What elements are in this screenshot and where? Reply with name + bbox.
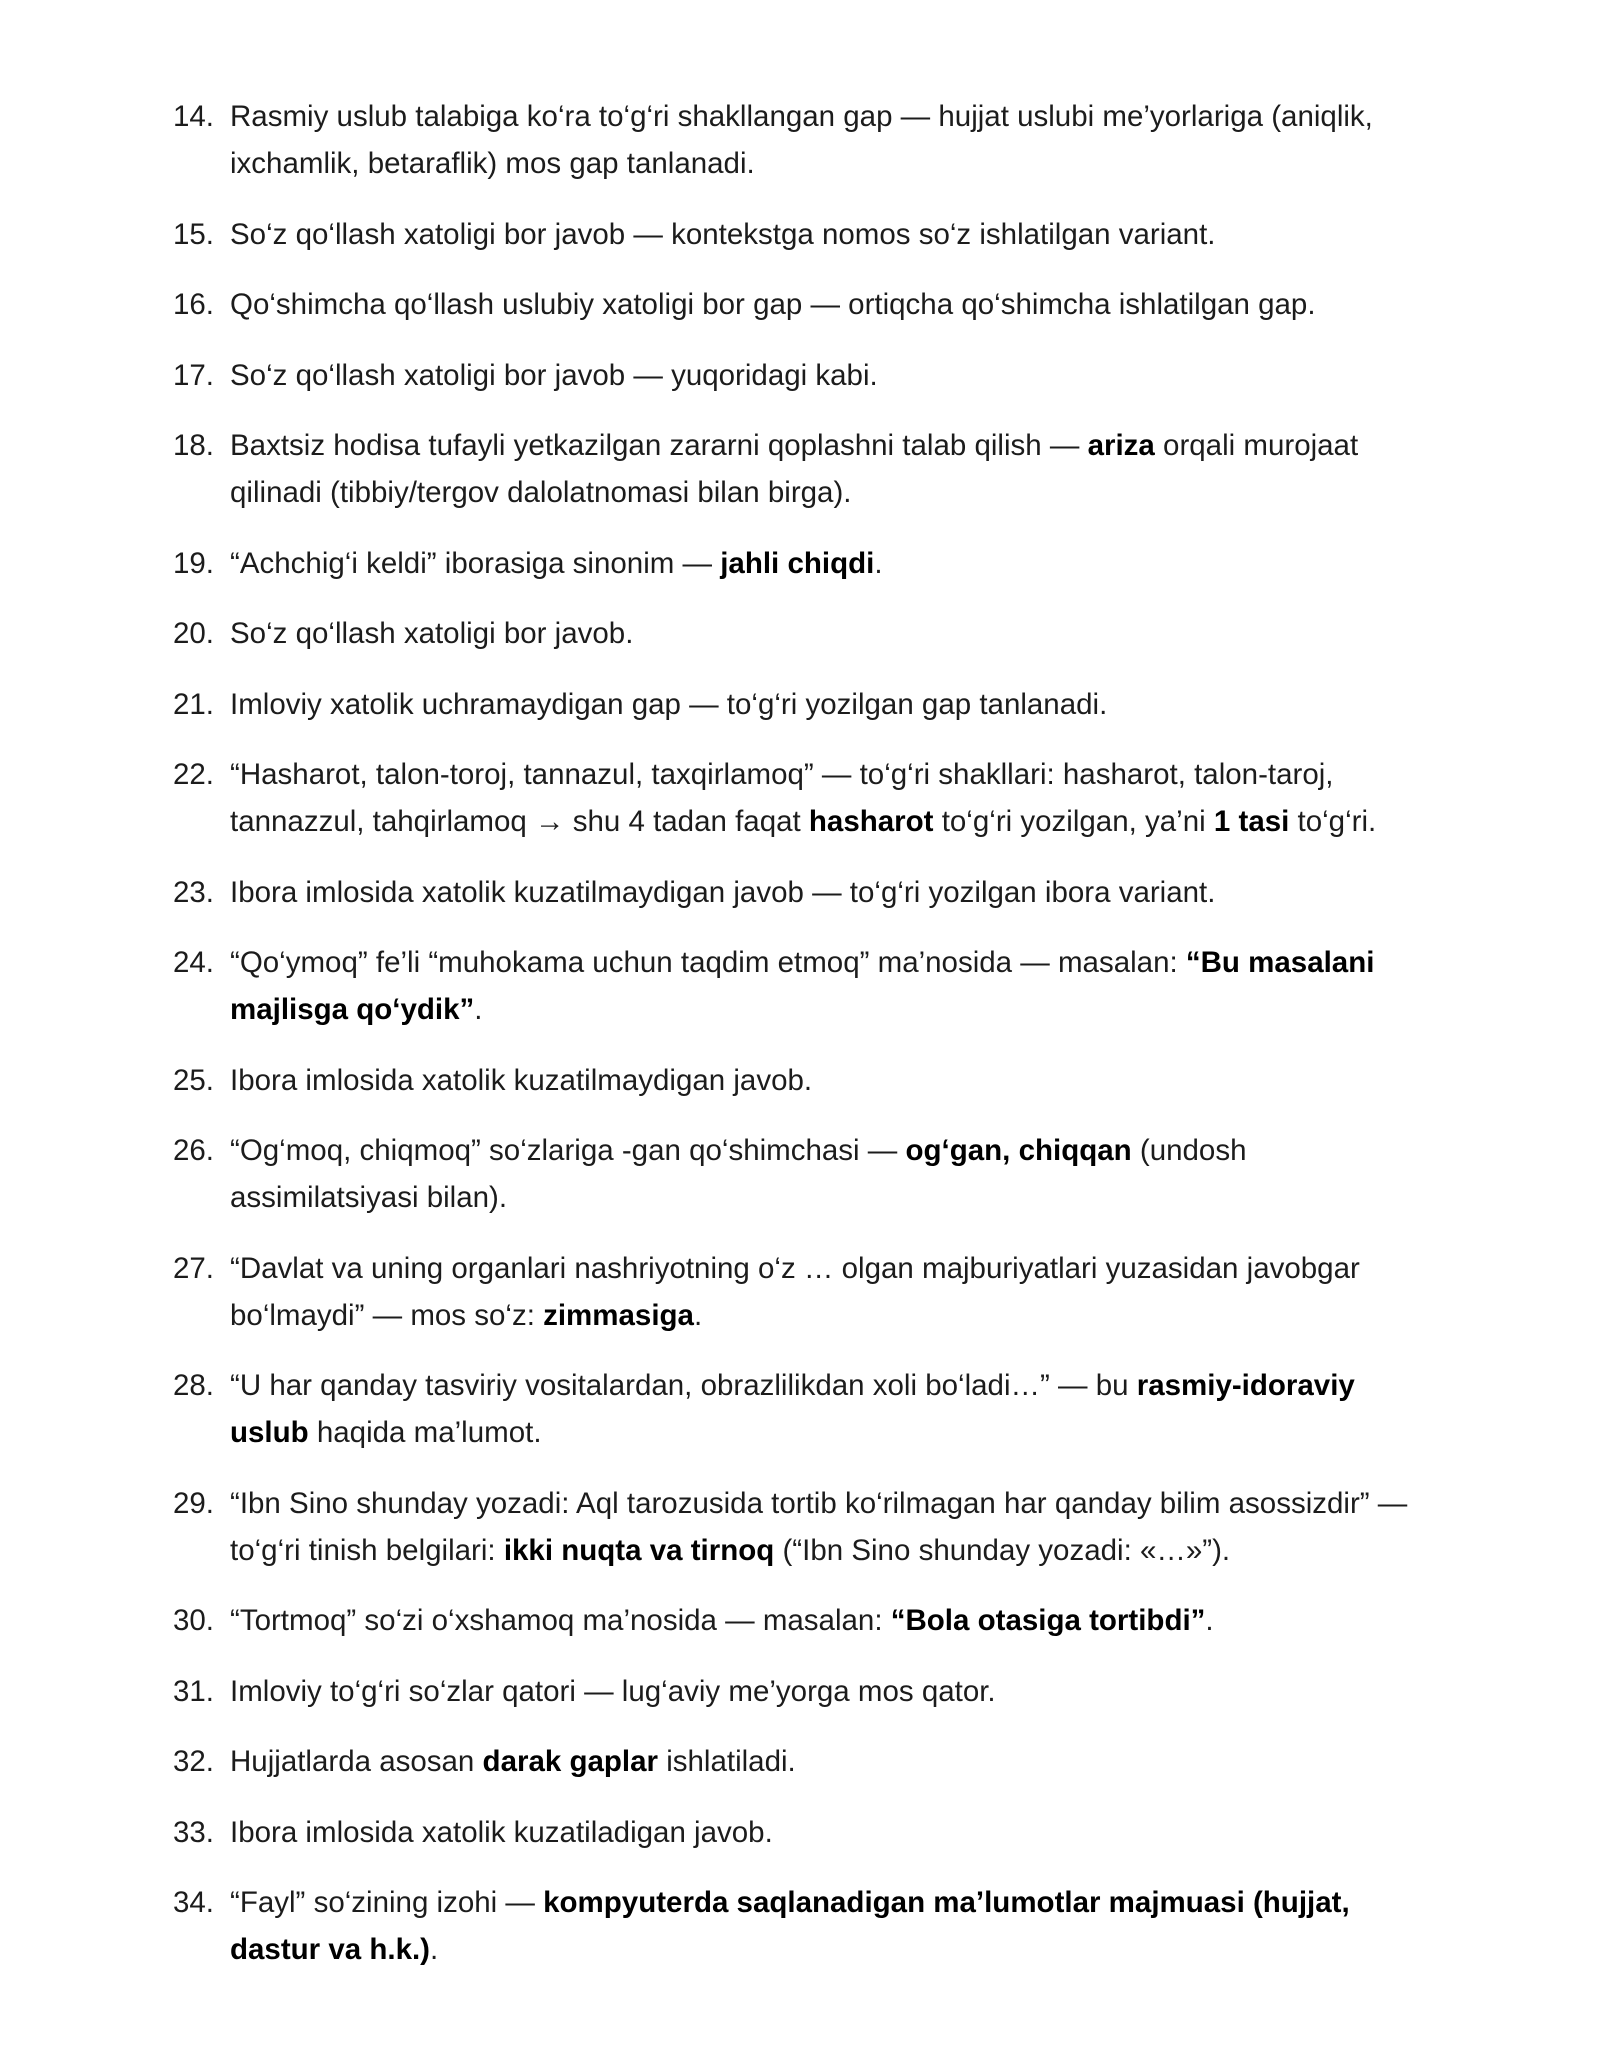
- bold-answer-text: rasmiy-idoraviy uslub: [230, 1369, 1355, 1449]
- item-text-segment: Imloviy to‘g‘ri so‘zlar qatori — lug‘aviy me’yorga mos qator.: [230, 1674, 996, 1708]
- list-item: [0, 1809, 1600, 1856]
- list-item: [0, 939, 1600, 1033]
- item-text-segment: “Achchig‘i keldi” iborasiga sinonim —: [230, 546, 721, 580]
- item-number: 33.: [172, 1815, 214, 1849]
- item-text: [230, 1604, 1214, 1637]
- item-number: 21.: [172, 687, 214, 721]
- list-item: [0, 281, 1600, 328]
- item-text-segment: “U har qanday tasviriy vositalardan, obrazlilikdan xoli bo‘ladi…” — bu: [230, 1369, 1137, 1402]
- answer-list: [0, 93, 1600, 1973]
- item-text-segment: Hujjatlarda asosan: [230, 1745, 483, 1778]
- item-text-segment: .: [430, 1933, 439, 1966]
- list-item: [0, 751, 1600, 845]
- bold-answer-text: jahli chiqdi: [720, 546, 875, 580]
- item-number: 20.: [172, 617, 214, 650]
- item-text-segment: Qo‘shimcha qo‘llash uslubiy xatoligi bor gap — ortiqcha qo‘shimcha ishlatilgan gap.: [230, 288, 1316, 321]
- item-text-segment: So‘z qo‘llash xatoligi bor javob — kontekstga nomos so‘z ishlatilgan variant.: [230, 217, 1216, 251]
- bold-answer-text: hasharot: [808, 805, 934, 838]
- item-text-segment: “Fayl” so‘zining izohi —: [230, 1886, 544, 1919]
- list-item: [0, 93, 1600, 187]
- item-text-segment: “Tortmoq” so‘zi o‘xshamoq ma’nosida — masalan:: [230, 1604, 891, 1637]
- list-item: [0, 422, 1600, 516]
- item-text-segment: .: [474, 993, 483, 1026]
- item-text: [230, 876, 1215, 909]
- item-number: 22.: [172, 758, 214, 791]
- item-number: 16.: [172, 288, 214, 321]
- item-number: 29.: [172, 1486, 214, 1520]
- bold-answer-text: kompyuterda saqlanadigan ma’lumotlar majmuasi (hujjat, dastur va h.k.): [230, 1886, 1350, 1966]
- item-text-segment: (“Ibn Sino shunday yozadi: «…»”).: [774, 1533, 1231, 1567]
- item-text: [230, 1064, 812, 1097]
- list-item: [0, 540, 1600, 587]
- list-item: [0, 1668, 1600, 1715]
- list-item: [0, 1245, 1600, 1339]
- item-text: [230, 1745, 796, 1778]
- item-number: 23.: [172, 875, 214, 909]
- item-text-segment: Ibora imlosida xatolik kuzatilmaydigan javob — to‘g‘ri yozilgan ibora variant.: [230, 875, 1216, 909]
- item-text: [230, 100, 1373, 180]
- bold-answer-text: og‘gan, chiqqan: [905, 1134, 1132, 1167]
- list-item: [0, 1879, 1600, 1973]
- item-text: [230, 688, 1107, 721]
- item-text: [230, 1252, 1360, 1332]
- list-item: [0, 1362, 1600, 1456]
- bold-answer-text: zimmasiga: [543, 1298, 694, 1332]
- item-number: 27.: [172, 1251, 214, 1285]
- item-number: 25.: [172, 1063, 214, 1097]
- list-item: [0, 610, 1600, 657]
- item-number: 34.: [172, 1886, 214, 1919]
- item-text-segment: “Qo‘ymoq” fe’li “muhokama uchun taqdim etmoq” ma’nosida — masalan:: [230, 946, 1186, 979]
- item-text-segment: So‘z qo‘llash xatoligi bor javob.: [230, 617, 634, 650]
- item-number: 14.: [172, 100, 214, 133]
- item-text: [230, 1816, 773, 1849]
- item-text-segment: to‘g‘ri.: [1289, 805, 1377, 838]
- item-number: 31.: [172, 1674, 214, 1708]
- list-item: [0, 1480, 1600, 1574]
- item-number: 24.: [172, 946, 214, 979]
- item-text: [230, 1886, 1350, 1966]
- item-number: 15.: [172, 217, 214, 251]
- bold-answer-text: ariza: [1087, 429, 1155, 462]
- item-number: 18.: [172, 429, 214, 462]
- item-text: [230, 359, 878, 392]
- item-text-segment: Ibora imlosida xatolik kuzatiladigan javob.: [230, 1815, 773, 1849]
- item-text-segment: “Ibn Sino shunday yozadi: Aql tarozusida tortib ko‘rilmagan har qanday bilim asossizdir” — to‘g‘ri tinish belgilari:: [230, 1486, 1408, 1567]
- item-text-segment: Ibora imlosida xatolik kuzatilmaydigan javob.: [230, 1063, 813, 1097]
- item-text: [230, 547, 883, 580]
- bold-answer-text: 1 tasi: [1213, 805, 1290, 838]
- item-text-segment: .: [693, 1298, 703, 1332]
- bold-answer-text: “Bola otasiga tortibdi”: [890, 1604, 1206, 1637]
- item-text-segment: Rasmiy uslub talabiga ko‘ra to‘g‘ri shakllangan gap — hujjat uslubi me’yorlariga (aniqlik, ixchamlik, betaraflik) mos gap tanlanadi.: [230, 100, 1373, 180]
- item-text-segment: So‘z qo‘llash xatoligi bor javob — yuqoridagi kabi.: [230, 358, 878, 392]
- bold-answer-text: darak gaplar: [482, 1745, 658, 1778]
- item-number: 17.: [172, 358, 214, 392]
- item-text-segment: “Davlat va uning organlari nashriyotning o‘z … olgan majburiyatlari yuzasidan javobgar bo‘lmaydi” — mos so‘z:: [230, 1251, 1360, 1332]
- item-text: [230, 288, 1316, 321]
- item-text-segment: orqali murojaat qilinadi (tibbiy/tergov dalolatnomasi bilan birga).: [230, 429, 1359, 509]
- item-text: [230, 1675, 996, 1708]
- list-item: [0, 1597, 1600, 1644]
- item-text-segment: Baxtsiz hodisa tufayli yetkazilgan zararni qoplashni talab qilish —: [230, 429, 1088, 462]
- list-item: [0, 869, 1600, 916]
- item-text-segment: Imloviy xatolik uchramaydigan gap — to‘g‘ri yozilgan gap tanlanadi.: [230, 687, 1108, 721]
- item-text: [230, 617, 633, 650]
- item-text-segment: haqida ma’lumot.: [308, 1416, 542, 1449]
- list-item: [0, 681, 1600, 728]
- item-text: [230, 946, 1374, 1026]
- item-number: 19.: [172, 546, 214, 580]
- item-text-segment: to‘g‘ri yozilgan, ya’ni: [933, 805, 1214, 838]
- item-text-segment: (undosh assimilatsiyasi bilan).: [230, 1134, 1247, 1214]
- item-number: 26.: [172, 1134, 214, 1167]
- bold-answer-text: ikki nuqta va tirnoq: [503, 1533, 775, 1567]
- item-text: [230, 1134, 1246, 1214]
- item-number: 30.: [172, 1604, 214, 1637]
- item-text-segment: “Og‘moq, chiqmoq” so‘zlariga -gan qo‘shimchasi —: [230, 1134, 906, 1167]
- list-item: [0, 1738, 1600, 1785]
- item-text-segment: ishlatiladi.: [658, 1745, 796, 1778]
- item-text: [230, 758, 1376, 838]
- list-item: [0, 1127, 1600, 1221]
- item-text: [230, 429, 1358, 509]
- bold-answer-text: “Bu masalani majlisga qo‘ydik”: [230, 946, 1375, 1026]
- item-text-segment: .: [874, 546, 883, 580]
- item-text: [230, 1487, 1407, 1567]
- item-number: 28.: [172, 1369, 214, 1402]
- item-text: [230, 1369, 1355, 1449]
- item-number: 32.: [172, 1745, 214, 1778]
- list-item: [0, 352, 1600, 399]
- list-item: [0, 1057, 1600, 1104]
- item-text: [230, 218, 1215, 251]
- item-text-segment: .: [1205, 1604, 1214, 1637]
- item-text-segment: “Hasharot, talon-toroj, tannazul, taxqirlamoq” — to‘g‘ri shakllari: hasharot, talon-taroj, tannazzul, tahqirlamoq → shu 4 tadan faqat: [230, 758, 1334, 838]
- list-item: [0, 211, 1600, 258]
